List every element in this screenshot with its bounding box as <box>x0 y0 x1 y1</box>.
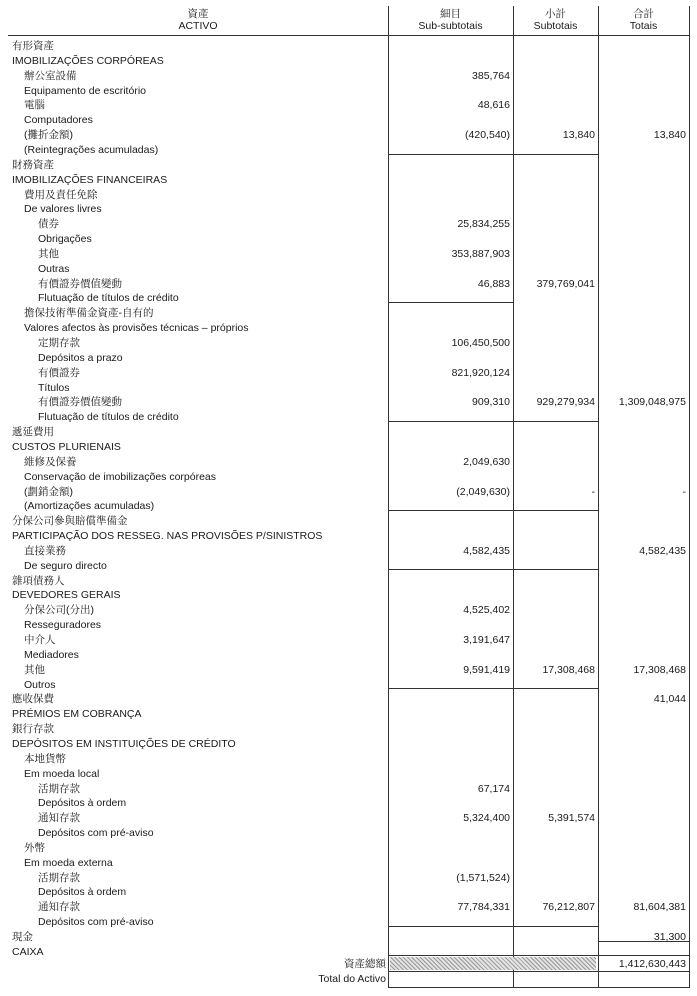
row-label: Em moeda externa <box>24 856 113 869</box>
row-label: 現金 <box>12 931 33 943</box>
row-label: Títulos <box>38 381 70 394</box>
row-label: CAIXA <box>12 945 44 958</box>
footer-rule <box>388 971 690 972</box>
row-label: 分保公司(分出) <box>24 604 94 617</box>
row-label: 有形資產 <box>12 40 54 52</box>
section-rule <box>388 926 598 927</box>
section-rule <box>388 688 598 689</box>
total-value: 17,308,468 <box>633 663 686 676</box>
row-label: Obrigações <box>38 233 92 246</box>
row-label: DEPÓSITOS EM INSTITUIÇÕES DE CRÉDITO <box>12 737 236 750</box>
row-label: 有價證券價值變動 <box>38 277 122 290</box>
row-label: 債券 <box>38 218 59 231</box>
row-label: PARTICIPAÇÃO DOS RESSEG. NAS PROVISÕES P/SINISTROS <box>12 530 323 543</box>
row-label: IMOBILIZAÇÕES CORPÓREAS <box>12 54 164 67</box>
total-shaded-cell <box>390 957 596 970</box>
row-label: 中介人 <box>24 634 56 646</box>
sub-subtotal-value: 4,525,402 <box>463 604 510 617</box>
total-label-zh: 資產總額 <box>344 958 386 970</box>
row-label: Depósitos com pré-aviso <box>38 827 154 840</box>
header-assets-pt: ACTIVO <box>178 20 218 32</box>
total-value: 13,840 <box>653 129 686 142</box>
row-label: 分保公司參與賠償準備金 <box>12 515 128 528</box>
total-value: - <box>682 485 686 498</box>
total-value: 41,044 <box>653 693 686 706</box>
row-label: 通知存款 <box>38 812 80 825</box>
row-label: 雜項債務人 <box>12 574 65 587</box>
row-label: (攤折金額) <box>24 129 73 142</box>
row-label: Depósitos a prazo <box>38 351 123 364</box>
row-label: Conservação de imobilizações corpóreas <box>24 470 217 483</box>
row-label: 通知存款 <box>38 901 80 914</box>
subtotal-value: 17,308,468 <box>542 663 595 676</box>
sub-subtotal-value: 9,591,419 <box>463 663 510 676</box>
sub-subtotal-value: 48,616 <box>477 99 510 112</box>
row-label: (劃銷金額) <box>24 485 73 498</box>
total-value: 81,604,381 <box>633 901 686 914</box>
row-label: De seguro directo <box>24 559 107 572</box>
row-label: De valores livres <box>24 203 102 216</box>
header-rule <box>8 35 690 36</box>
sub-subtotal-value: 77,784,331 <box>457 901 510 914</box>
sub-subtotal-value: 3,191,647 <box>463 634 510 646</box>
row-label: IMOBILIZAÇÕES FINANCEIRAS <box>12 173 168 186</box>
sub-subtotal-value: 46,883 <box>477 277 510 290</box>
row-label: 其他 <box>24 663 45 676</box>
header-subtotal-pt: Subtotais <box>533 20 578 32</box>
header-sub-pt: Sub-subtotais <box>418 20 483 32</box>
row-label: Depósitos com pré-aviso <box>38 916 154 929</box>
row-label: 遞延費用 <box>12 426 54 439</box>
row-label: 費用及責任免除 <box>24 188 98 201</box>
row-label: 辦公室設備 <box>24 69 77 82</box>
section-rule <box>388 569 598 570</box>
row-label: 財務資產 <box>12 158 54 171</box>
header-subtotals <box>513 8 598 32</box>
row-label: 其他 <box>38 247 59 260</box>
total-value: 4,582,435 <box>639 544 686 557</box>
row-label: 有價證券價值變動 <box>38 396 122 409</box>
sub-subtotal-value: 25,834,255 <box>457 218 510 231</box>
row-label: 電腦 <box>24 99 45 112</box>
balance-sheet-assets <box>8 6 690 988</box>
sub-subtotal-value: 67,174 <box>477 782 510 795</box>
row-label: 應收保費 <box>12 693 54 706</box>
row-label: 定期存款 <box>38 337 80 349</box>
row-label: Computadores <box>24 114 93 127</box>
header-totals <box>598 8 689 32</box>
sub-subtotal-value: 353,887,903 <box>451 247 510 260</box>
row-label: Mediadores <box>24 648 79 661</box>
row-label: 銀行存款 <box>12 723 54 736</box>
row-label: Resseguradores <box>24 619 102 632</box>
section-rule <box>388 421 598 422</box>
row-label: PRÉMIOS EM COBRANÇA <box>12 708 142 721</box>
total-label-pt: Total do Activo <box>318 973 386 985</box>
sub-subtotal-value: (2,049,630) <box>456 485 510 498</box>
row-label: Flutuação de títulos de crédito <box>38 411 179 424</box>
row-label: (Amortizações acumuladas) <box>24 500 155 513</box>
row-label: Outras <box>38 262 70 275</box>
grand-total-value: 1,412,630,443 <box>618 958 686 970</box>
row-label: 活期存款 <box>38 871 80 884</box>
sub-subtotal-value: 106,450,500 <box>451 337 510 349</box>
row-label: (Reintegrações acumuladas) <box>24 143 159 156</box>
total-value: 1,309,048,975 <box>618 396 686 409</box>
header-sub-zh: 細目 <box>440 8 461 20</box>
row-label: 擔保技術準備金資產-自有的 <box>24 307 154 320</box>
row-label: 活期存款 <box>38 782 80 795</box>
subtotal-value: 5,391,574 <box>548 812 595 825</box>
subtotal-value: 929,279,934 <box>536 396 595 409</box>
header-subtotal-zh: 小計 <box>545 8 566 20</box>
sub-subtotal-value: 909,310 <box>472 396 510 409</box>
row-label: Depósitos à ordem <box>38 797 127 810</box>
row-label: 直接業務 <box>24 544 66 557</box>
row-label: Depósitos à ordem <box>38 886 127 899</box>
row-label: Outros <box>24 678 56 691</box>
header-total-zh: 合計 <box>633 8 654 20</box>
sub-subtotal-value: 5,324,400 <box>463 812 510 825</box>
section-rule <box>388 302 513 303</box>
sub-subtotal-value: 2,049,630 <box>463 455 510 468</box>
sub-subtotal-value: 385,764 <box>472 69 510 82</box>
total-value: 31,300 <box>653 931 686 943</box>
row-label: 本地貨幣 <box>24 752 66 765</box>
row-label: 外幣 <box>24 841 45 854</box>
subtotal-value: 76,212,807 <box>542 901 595 914</box>
sub-subtotal-value: (1,571,524) <box>456 871 510 884</box>
sub-subtotal-value: 4,582,435 <box>463 544 510 557</box>
subtotal-value: 379,769,041 <box>536 277 595 290</box>
column-divider-right <box>689 6 690 988</box>
section-rule <box>388 510 598 511</box>
row-label: CUSTOS PLURIENAIS <box>12 440 121 453</box>
header-total-pt: Totais <box>629 20 658 32</box>
header-assets <box>8 8 388 32</box>
footer-rule-bottom <box>388 987 690 988</box>
section-rule <box>388 955 690 956</box>
sub-subtotal-value: 821,920,124 <box>451 366 510 379</box>
row-label: 有價證券 <box>38 366 80 379</box>
subtotal-value: - <box>591 485 595 498</box>
header-sub-subtotals <box>388 8 513 32</box>
row-label: 維修及保養 <box>24 455 77 468</box>
column-divider-subtotal <box>598 6 599 988</box>
row-label: Flutuação de títulos de crédito <box>38 292 179 305</box>
section-rule <box>388 154 598 155</box>
subtotal-value: 13,840 <box>562 129 595 142</box>
row-label: Valores afectos às provisões técnicas – próprios <box>24 322 249 335</box>
row-label: Equipamento de escritório <box>24 84 146 97</box>
header-assets-zh: 資產 <box>187 8 209 20</box>
row-label: Em moeda local <box>24 767 100 780</box>
sub-subtotal-value: (420,540) <box>465 129 510 142</box>
row-label: DEVEDORES GERAIS <box>12 589 121 602</box>
